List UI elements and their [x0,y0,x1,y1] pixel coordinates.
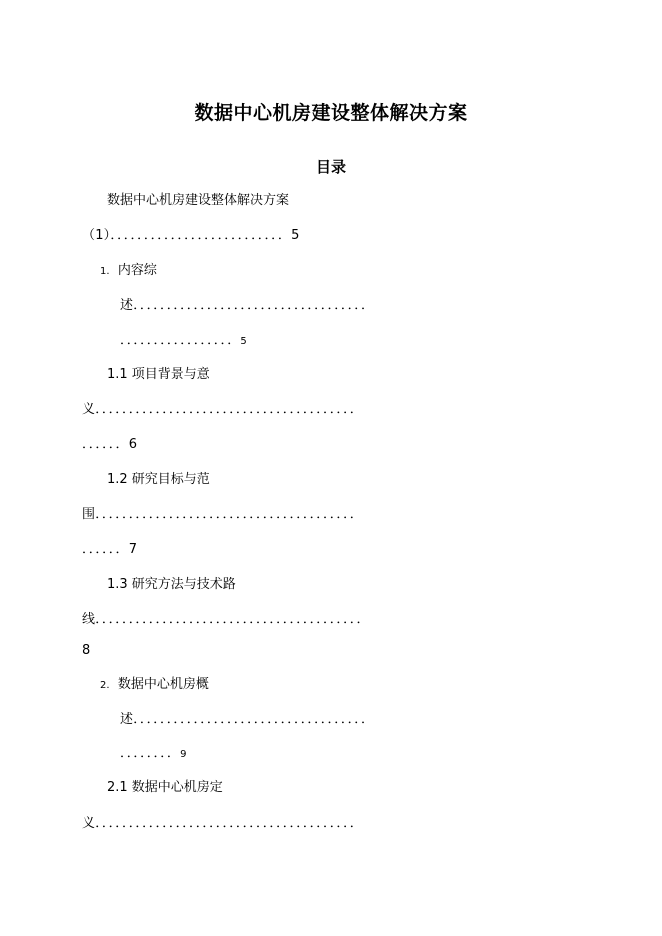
toc-line-2-page [120,745,187,764]
toc-line-1-3-page: 8 [82,643,91,658]
toc-entry-number: 2. [100,680,110,691]
toc-entry-1-1: 1.1 项目背景与意 [107,367,210,382]
toc-entry-1-2: 1.2 研究目标与范 [107,472,210,487]
toc-page-number: 9 [180,749,187,760]
toc-line-1-2-page: ．．．．．．7 [82,542,138,557]
toc-entry-2-1: 2.1 数据中心机房定 [107,780,223,795]
toc-heading: 目录 [315,158,346,176]
toc-line-1-2-dots: 围．．．．．．．．．．．．．．．．．．．．．．．．．．．．．．．．．．．．．．． [82,507,364,522]
toc-line-1-3-dots: 线．．．．．．．．．．．．．．．．．．．．．．．．．．．．．．．．．．．．．．．． [82,612,370,627]
toc-line-1-1-dots: 义．．．．．．．．．．．．．．．．．．．．．．．．．．．．．．．．．．．．．．． [82,402,364,417]
toc-dots: ．．．．．．．． [120,746,181,761]
toc-line-1-1-page: ．．．．．．6 [82,437,138,452]
toc-entry-label: 内容综 [117,263,157,278]
toc-line-1-page [120,332,247,351]
toc-entry-1-3: 1.3 研究方法与技术路 [107,577,236,592]
toc-entry-label: 数据中心机房概 [117,677,209,692]
toc-line-doc-title: 数据中心机房建设整体解决方案 [107,193,290,208]
toc-page-number: 5 [240,336,247,347]
toc-entry-2 [100,676,209,695]
toc-line-2-1-dots: 义．．．．．．．．．．．．．．．．．．．．．．．．．．．．．．．．．．．．．．． [82,816,364,831]
toc-entry-1 [100,262,157,281]
document-title: 数据中心机房建设整体解决方案 [194,102,468,124]
toc-line-doc-title-page: （1）．．．．．．．．．．．．．．．．．．．．．．．．．．5 [82,228,300,243]
toc-dots: ．．．．．．．．．．．．．．．．． [120,333,241,348]
toc-entry-number: 1. [100,266,110,277]
toc-line-2-dots: 述．．．．．．．．．．．．．．．．．．．．．．．．．．．．．．．．．．． [120,712,375,727]
toc-line-1-dots: 述．．．．．．．．．．．．．．．．．．．．．．．．．．．．．．．．．．． [120,298,375,313]
